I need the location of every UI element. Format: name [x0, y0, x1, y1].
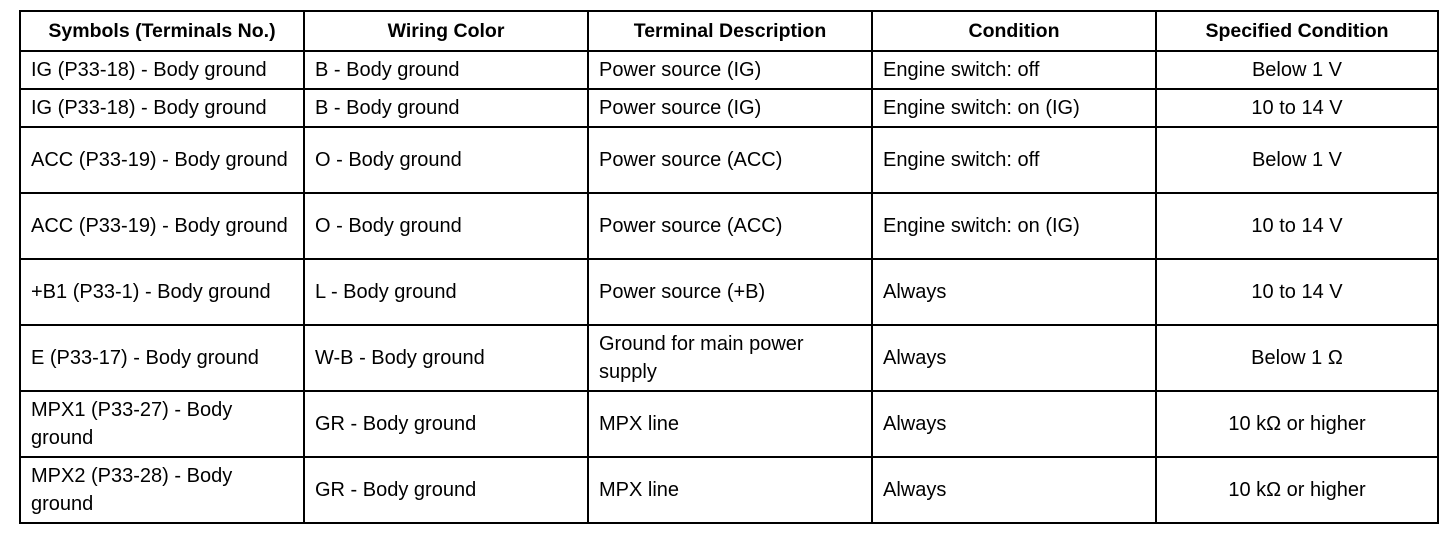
cell-wiring-color: B - Body ground [304, 51, 588, 89]
cell-condition: Always [872, 391, 1156, 457]
table-row [20, 391, 1438, 457]
cell-specified-condition: 10 to 14 V [1156, 89, 1438, 127]
cell-terminal-description: Power source (IG) [588, 89, 872, 127]
table-row [20, 51, 1438, 89]
header-condition: Condition [872, 11, 1156, 51]
cell-condition: Always [872, 259, 1156, 325]
cell-symbol: ACC (P33-19) - Body ground [20, 193, 304, 259]
cell-condition: Engine switch: off [872, 51, 1156, 89]
cell-specified-condition: 10 to 14 V [1156, 193, 1438, 259]
terminal-spec-table [19, 10, 1439, 524]
cell-symbol: +B1 (P33-1) - Body ground [20, 259, 304, 325]
header-specified-condition: Specified Condition [1156, 11, 1438, 51]
cell-wiring-color: GR - Body ground [304, 457, 588, 523]
table-header-row [20, 11, 1438, 51]
cell-condition: Engine switch: on (IG) [872, 89, 1156, 127]
header-symbols: Symbols (Terminals No.) [20, 11, 304, 51]
cell-terminal-description: Power source (ACC) [588, 127, 872, 193]
cell-terminal-description: Power source (IG) [588, 51, 872, 89]
cell-specified-condition: 10 kΩ or higher [1156, 457, 1438, 523]
table-row [20, 89, 1438, 127]
cell-specified-condition: Below 1 Ω [1156, 325, 1438, 391]
cell-specified-condition: Below 1 V [1156, 51, 1438, 89]
cell-wiring-color: B - Body ground [304, 89, 588, 127]
cell-specified-condition: 10 to 14 V [1156, 259, 1438, 325]
header-wiring-color: Wiring Color [304, 11, 588, 51]
table-row [20, 127, 1438, 193]
cell-terminal-description: Power source (ACC) [588, 193, 872, 259]
cell-wiring-color: W-B - Body ground [304, 325, 588, 391]
cell-terminal-description: Power source (+B) [588, 259, 872, 325]
cell-condition: Engine switch: on (IG) [872, 193, 1156, 259]
cell-condition: Engine switch: off [872, 127, 1156, 193]
table-row [20, 325, 1438, 391]
cell-symbol: ACC (P33-19) - Body ground [20, 127, 304, 193]
cell-wiring-color: GR - Body ground [304, 391, 588, 457]
cell-condition: Always [872, 325, 1156, 391]
header-terminal-description: Terminal Description [588, 11, 872, 51]
cell-specified-condition: Below 1 V [1156, 127, 1438, 193]
cell-wiring-color: O - Body ground [304, 193, 588, 259]
cell-terminal-description: MPX line [588, 391, 872, 457]
cell-specified-condition: 10 kΩ or higher [1156, 391, 1438, 457]
cell-symbol: MPX1 (P33-27) - Body ground [20, 391, 304, 457]
cell-symbol: E (P33-17) - Body ground [20, 325, 304, 391]
table-row [20, 259, 1438, 325]
cell-condition: Always [872, 457, 1156, 523]
table-row [20, 193, 1438, 259]
cell-wiring-color: L - Body ground [304, 259, 588, 325]
cell-symbol: IG (P33-18) - Body ground [20, 51, 304, 89]
cell-terminal-description: Ground for main power supply [588, 325, 872, 391]
cell-wiring-color: O - Body ground [304, 127, 588, 193]
cell-terminal-description: MPX line [588, 457, 872, 523]
cell-symbol: MPX2 (P33-28) - Body ground [20, 457, 304, 523]
cell-symbol: IG (P33-18) - Body ground [20, 89, 304, 127]
table-row [20, 457, 1438, 523]
